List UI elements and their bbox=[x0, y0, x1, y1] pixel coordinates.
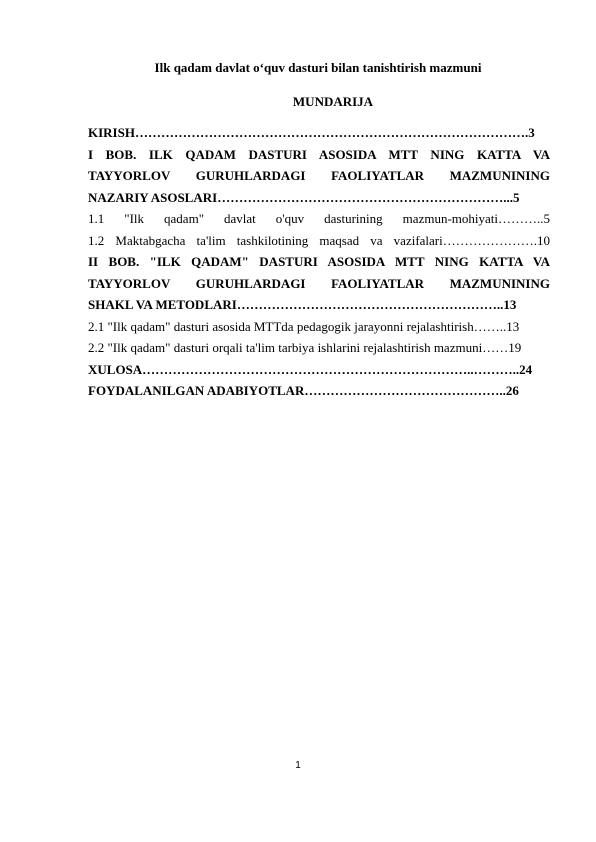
toc-entry-section-1-1: 1.1 "Ilk qadam" davlat o'quv dasturining mazmun-mohiyati………..5 bbox=[88, 211, 550, 226]
toc-entry-section-2-2: 2.2 "Ilk qadam" dasturi orqali ta'lim tarbiya ishlarini rejalashtirish mazmuni……19 bbox=[88, 340, 522, 355]
toc-entry-chapter-2-line-3: SHAKL VA METODLARI……………………………………………………..13 bbox=[88, 297, 517, 312]
toc-entry-foydalanilgan-adabiyotlar: FOYDALANILGAN ADABIYOTLAR………………………………………..26 bbox=[88, 383, 519, 398]
toc-entry-chapter-2-line-2: TAYYORLOV GURUHLARDAGI FAOLIYATLAR MAZMUNINING bbox=[88, 275, 550, 291]
document-title: Ilk qadam davlat o‘quv dasturi bilan tanishtirish mazmuni bbox=[154, 60, 482, 75]
toc-entry-section-2-1: 2.1 "Ilk qadam" dasturi asosida MTTda pedagogik jarayonni rejalashtirish……..13 bbox=[88, 318, 520, 334]
page-number: 1 bbox=[295, 760, 301, 771]
toc-entry-chapter-1-line-3: NAZARIY ASOSLARI…………………………………………………………...5 bbox=[88, 189, 520, 205]
toc-entry-xulosa: XULOSA…………………………………………………………………..………..24 bbox=[88, 361, 533, 377]
toc-entry-chapter-2-line-1: II BOB. "ILK QADAM" DASTURI ASOSIDA MTT NING KATTA VA bbox=[88, 254, 550, 269]
toc-entry-kirish: KIRISH……………………………………………………………………………….3 bbox=[88, 125, 535, 140]
toc-entry-chapter-1-line-1: I BOB. ILK QADAM DASTURI ASOSIDA MTT NING KATTA VA bbox=[88, 146, 550, 162]
toc-heading: MUNDARIJA bbox=[292, 94, 374, 109]
table-of-contents bbox=[88, 122, 550, 402]
toc-entry-section-1-2: 1.2 Maktabgacha ta'lim tashkilotining maqsad va vazifalari………………….10 bbox=[88, 232, 550, 248]
toc-entry-chapter-1-line-2: TAYYORLOV GURUHLARDAGI FAOLIYATLAR MAZMUNINING bbox=[88, 168, 550, 183]
